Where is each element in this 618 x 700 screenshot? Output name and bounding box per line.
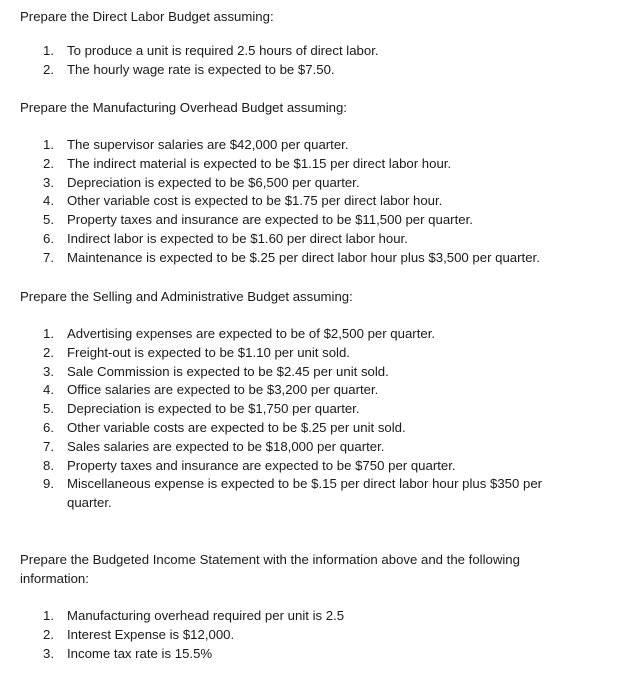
list-number: 4. <box>43 193 54 209</box>
list-item <box>0 607 572 626</box>
list-item <box>0 192 572 211</box>
list-number: 3. <box>43 645 54 661</box>
list-item <box>0 457 572 476</box>
section-heading-selling-admin: Prepare the Selling and Administrative Budget assuming: <box>20 289 353 304</box>
list-item <box>0 381 572 400</box>
list-number: 6. <box>43 230 54 246</box>
list-number: 2. <box>43 155 54 171</box>
list-text: Interest Expense is $12,000. <box>67 626 235 642</box>
list-item <box>0 419 572 438</box>
list-item <box>0 42 572 61</box>
list-text: The hourly wage rate is expected to be $7.50. <box>67 61 335 77</box>
list-number: 7. <box>43 438 54 454</box>
list-number: 6. <box>43 419 54 435</box>
section-heading-direct-labor: Prepare the Direct Labor Budget assuming: <box>20 9 274 24</box>
list-text: Other variable costs are expected to be $.25 per unit sold. <box>67 419 406 435</box>
section-heading-income-statement: Prepare the Budgeted Income Statement with the information above and the following information: <box>20 552 520 586</box>
list-item <box>0 325 572 344</box>
list-number: 1. <box>43 608 54 623</box>
list-number: 2. <box>43 626 54 642</box>
list-item <box>0 475 572 513</box>
list-item <box>0 155 572 174</box>
list-text: Miscellaneous expense is expected to be $.15 per direct labor hour plus $350 per quarter. <box>67 476 543 511</box>
list-item <box>0 363 572 382</box>
income-statement-list <box>0 607 572 663</box>
list-item <box>0 249 572 268</box>
list-item <box>0 645 572 664</box>
list-text: Maintenance is expected to be $.25 per direct labor hour plus $3,500 per quarter. <box>67 249 540 265</box>
list-number: 2. <box>43 344 54 360</box>
list-number: 7. <box>43 249 54 265</box>
list-item <box>0 211 572 230</box>
list-item <box>0 400 572 419</box>
list-number: 3. <box>43 363 54 379</box>
list-text: Depreciation is expected to be $6,500 per quarter. <box>67 174 360 190</box>
list-text: The indirect material is expected to be $1.15 per direct labor hour. <box>67 155 452 171</box>
list-text: Property taxes and insurance are expected to be $11,500 per quarter. <box>67 212 473 228</box>
list-number: 1. <box>43 326 54 341</box>
list-number: 3. <box>43 174 54 190</box>
list-item <box>0 230 572 249</box>
list-text: The supervisor salaries are $42,000 per quarter. <box>67 137 349 152</box>
selling-admin-list <box>0 325 572 513</box>
list-text: Sale Commission is expected to be $2.45 per unit sold. <box>67 363 389 379</box>
list-number: 2. <box>43 61 54 77</box>
list-text: Income tax rate is 15.5% <box>67 645 213 661</box>
list-text: Office salaries are expected to be $3,200 per quarter. <box>67 382 379 398</box>
section-heading-manufacturing-overhead: Prepare the Manufacturing Overhead Budget assuming: <box>20 100 347 115</box>
list-item <box>0 626 572 645</box>
list-text: Other variable cost is expected to be $1.75 per direct labor hour. <box>67 193 443 209</box>
list-text: Manufacturing overhead required per unit is 2.5 <box>67 608 345 623</box>
list-text: Sales salaries are expected to be $18,000 per quarter. <box>67 438 385 454</box>
list-item <box>0 61 572 80</box>
list-text: Freight-out is expected to be $1.10 per unit sold. <box>67 344 350 360</box>
list-item <box>0 438 572 457</box>
list-text: Advertising expenses are expected to be of $2,500 per quarter. <box>67 326 436 341</box>
list-item <box>0 174 572 193</box>
list-number: 5. <box>43 401 54 417</box>
list-item <box>0 136 572 155</box>
list-item <box>0 344 572 363</box>
list-number: 1. <box>43 43 54 58</box>
list-number: 9. <box>43 476 54 492</box>
list-text: Indirect labor is expected to be $1.60 per direct labor hour. <box>67 230 408 246</box>
list-number: 4. <box>43 382 54 398</box>
list-number: 1. <box>43 137 54 152</box>
manufacturing-overhead-list <box>0 136 572 268</box>
list-number: 5. <box>43 212 54 228</box>
list-number: 8. <box>43 457 54 473</box>
list-text: To produce a unit is required 2.5 hours of direct labor. <box>67 43 379 58</box>
direct-labor-list <box>0 42 572 80</box>
list-text: Depreciation is expected to be $1,750 per quarter. <box>67 401 360 417</box>
list-text: Property taxes and insurance are expected to be $750 per quarter. <box>67 457 456 473</box>
